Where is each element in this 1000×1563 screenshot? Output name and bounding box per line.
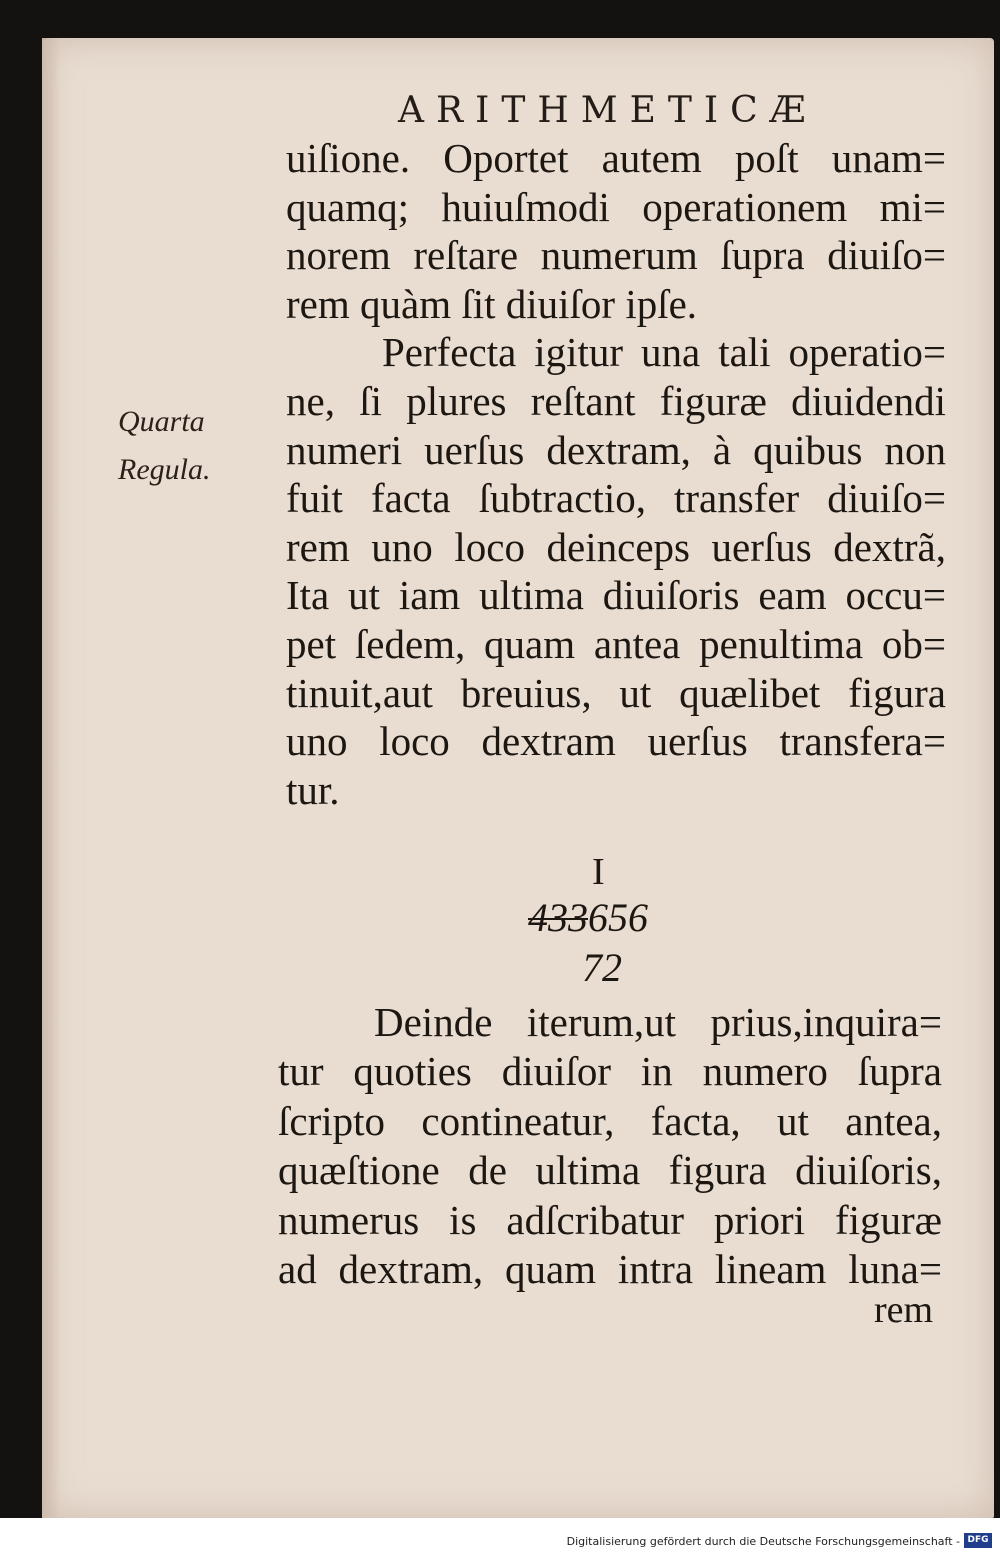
running-head: ARITHMETICÆ	[398, 90, 818, 131]
text-line: quæſtione de ultima figura diuiſoris,	[278, 1147, 942, 1194]
text-line: ad dextram, quam intra lineam luna=	[278, 1246, 942, 1293]
text-line: Ita ut iam ultima diuiſoris eam occu=	[286, 572, 946, 619]
text-line: ne, ſi plures reſtant figuræ diuidendi	[286, 377, 946, 424]
text-line: Deinde iterum,ut prius,inquira=	[374, 999, 942, 1045]
text-line: Perfecta igitur una tali operatio=	[382, 329, 946, 376]
text-line: tur quoties diuiſor in numero ſupra	[278, 1048, 942, 1095]
catchword: rem	[874, 1289, 934, 1331]
text-line: tinuit,aut breuius, ut quælibet figura	[286, 669, 946, 716]
division-remaining-digits: 656	[588, 895, 648, 940]
division-divisor: 72	[582, 945, 622, 990]
division-quotient: I	[592, 851, 605, 893]
text-line: numerus is adſcribatur priori figuræ	[278, 1196, 942, 1243]
funding-credit: Digitalisierung gefördert durch die Deutsche Forschungsgemeinschaft -	[566, 1535, 960, 1548]
text-line: rem quàm ſit diuiſor ipſe.	[286, 280, 698, 327]
text-line: uno loco dextram uerſus transfera=	[286, 718, 946, 765]
dfg-logo[interactable]: DFG	[964, 1533, 992, 1548]
text-line: tur.	[286, 766, 340, 813]
marginal-note-line: Quarta	[118, 405, 205, 438]
book-page	[42, 38, 994, 1518]
body-text-top	[286, 134, 946, 814]
text-line: fuit facta ſubtractio, transfer diuiſo=	[286, 475, 946, 522]
division-struck-digits: 433	[528, 895, 588, 940]
text-line: norem reſtare numerum ſupra diuiſo=	[286, 232, 946, 279]
division-dividend	[526, 894, 726, 944]
text-line: pet ſedem, quam antea penultima ob=	[286, 620, 946, 667]
marginal-note-line: Regula.	[118, 453, 211, 486]
text-line: uiſione. Oportet autem poſt unam=	[286, 135, 946, 181]
marginal-note	[118, 398, 210, 494]
digitization-footer	[0, 1518, 1000, 1563]
text-line: rem uno loco deinceps uerſus dextrã,	[286, 523, 946, 570]
text-line: quamq; huiuſmodi operationem mi=	[286, 183, 946, 230]
division-example	[526, 850, 726, 991]
body-text-bottom	[278, 998, 942, 1294]
text-line: ſcripto contineatur, facta, ut antea,	[278, 1097, 942, 1144]
text-line: numeri uerſus dextram, à quibus non	[286, 426, 946, 473]
